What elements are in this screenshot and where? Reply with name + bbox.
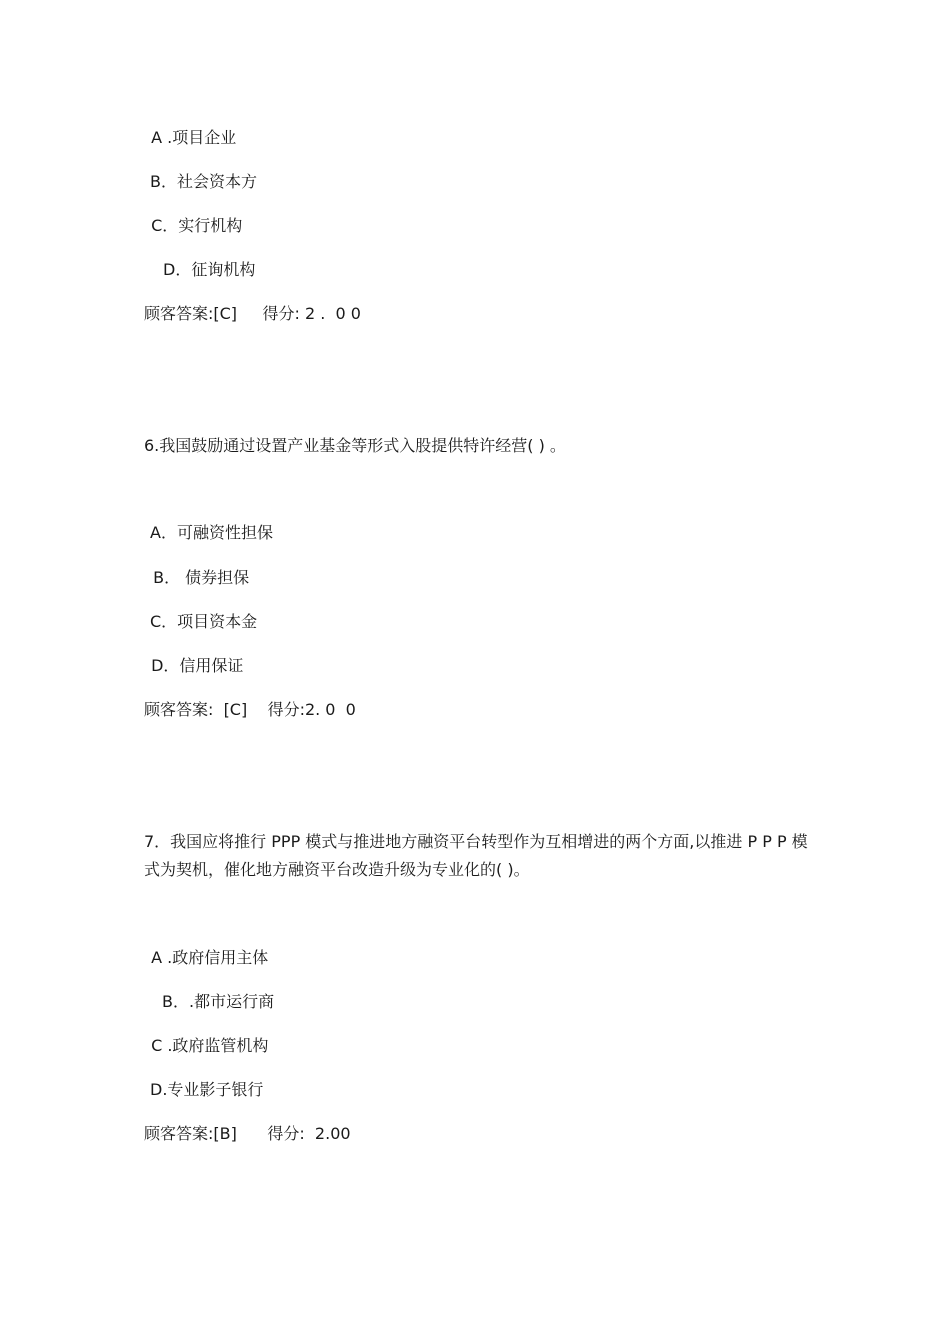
q6-option-d: D．信用保证 bbox=[146, 656, 244, 675]
q6-option-b: B． 债券担保 bbox=[148, 568, 250, 587]
q6-answer-line: 顾客答案: [C] 得分:2. 0 0 bbox=[144, 700, 356, 719]
q7-option-b: B．.都市运行商 bbox=[162, 992, 275, 1011]
q5-option-a: A .项目企业 bbox=[146, 128, 237, 147]
q7-answer-line: 顾客答案:[B] 得分: 2.00 bbox=[144, 1124, 351, 1143]
q5-answer-line: 顾客答案:[C] 得分: 2 . 0 0 bbox=[144, 304, 361, 323]
q7-option-a: A .政府信用主体 bbox=[146, 948, 269, 967]
q6-option-c: C．项目资本金 bbox=[150, 612, 258, 631]
q5-option-d: D．征询机构 bbox=[163, 260, 256, 279]
q5-option-b: B．社会资本方 bbox=[150, 172, 257, 191]
q7-option-d: D.专业影子银行 bbox=[150, 1080, 264, 1099]
q7-stem: 7．我国应将推行 PPP 模式与推进地方融资平台转型作为互相增进的两个方面,以推进 P P P 模式为契机，催化地方融资平台改造升级为专业化的( )。 bbox=[144, 832, 808, 879]
q6-stem: 6.我国鼓励通过设置产业基金等形式入股提供特许经营( ) 。 bbox=[144, 436, 566, 455]
q7-option-c: C .政府监管机构 bbox=[146, 1036, 269, 1055]
q6-option-a: A．可融资性担保 bbox=[150, 523, 273, 542]
q5-option-c: C．实行机构 bbox=[146, 216, 243, 235]
